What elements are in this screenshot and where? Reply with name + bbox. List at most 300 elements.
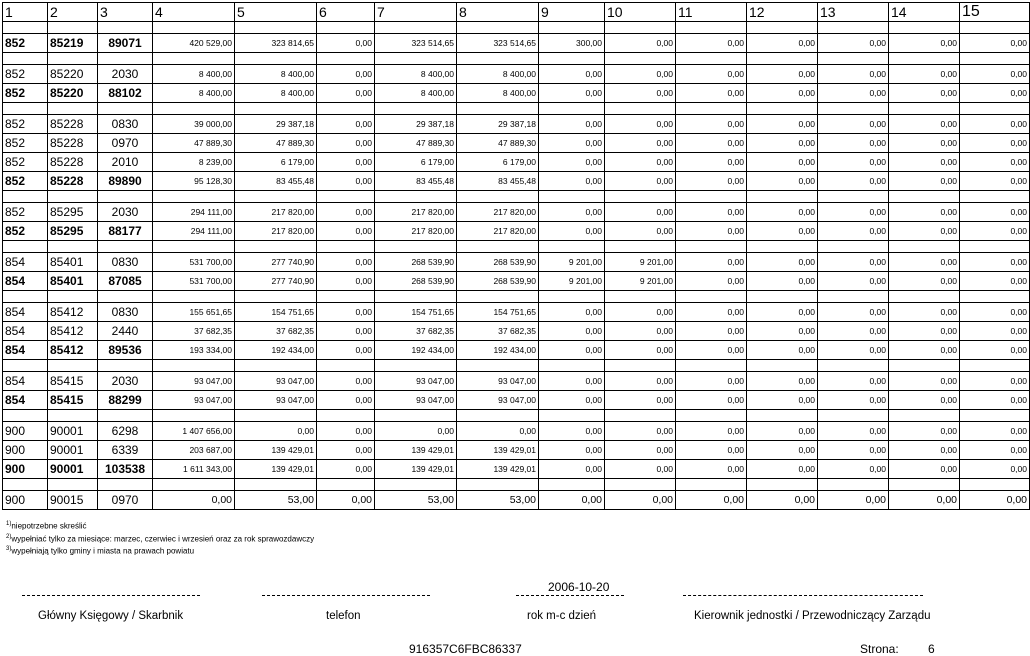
amount-cell: 139 429,01 <box>375 441 457 460</box>
amount-cell: 217 820,00 <box>235 222 317 241</box>
amount-cell: 0,00 <box>676 34 747 53</box>
amount-cell: 217 820,00 <box>235 203 317 222</box>
paragraph-code: 89536 <box>98 341 153 360</box>
table-row <box>3 391 1030 410</box>
spacer-cell <box>889 241 960 253</box>
spacer-cell <box>457 241 539 253</box>
signature-line-head <box>683 595 923 597</box>
amount-cell: 0,00 <box>539 65 605 84</box>
amount-cell: 0,00 <box>960 491 1030 510</box>
spacer-cell <box>375 291 457 303</box>
amount-cell: 0,00 <box>539 391 605 410</box>
amount-cell: 0,00 <box>960 303 1030 322</box>
amount-cell: 83 455,48 <box>457 172 539 191</box>
amount-cell: 0,00 <box>605 322 676 341</box>
section-code: 854 <box>3 372 48 391</box>
amount-cell: 83 455,48 <box>235 172 317 191</box>
amount-cell: 0,00 <box>605 115 676 134</box>
amount-cell: 0,00 <box>317 34 375 53</box>
column-number: 14 <box>889 3 960 22</box>
amount-cell: 6 179,00 <box>235 153 317 172</box>
spacer-cell <box>153 103 235 115</box>
spacer-cell <box>457 191 539 203</box>
spacer-cell <box>605 191 676 203</box>
spacer-cell <box>960 191 1030 203</box>
amount-cell: 0,00 <box>889 84 960 103</box>
spacer-cell <box>889 191 960 203</box>
spacer-cell <box>375 241 457 253</box>
spacer-cell <box>605 53 676 65</box>
column-number: 10 <box>605 3 676 22</box>
amount-cell: 0,00 <box>960 172 1030 191</box>
chapter-code: 85415 <box>48 372 98 391</box>
amount-cell: 0,00 <box>889 65 960 84</box>
amount-cell: 0,00 <box>457 422 539 441</box>
amount-cell: 0,00 <box>747 491 818 510</box>
amount-cell: 0,00 <box>676 491 747 510</box>
amount-cell: 37 682,35 <box>235 322 317 341</box>
spacer-cell <box>747 360 818 372</box>
spacer-cell <box>317 241 375 253</box>
amount-cell: 47 889,30 <box>375 134 457 153</box>
amount-cell: 0,00 <box>818 222 889 241</box>
amount-cell: 154 751,65 <box>457 303 539 322</box>
amount-cell: 0,00 <box>889 153 960 172</box>
section-code: 900 <box>3 441 48 460</box>
spacer-cell <box>153 191 235 203</box>
amount-cell: 1 407 656,00 <box>153 422 235 441</box>
paragraph-code: 103538 <box>98 460 153 479</box>
amount-cell: 0,00 <box>539 172 605 191</box>
amount-cell: 0,00 <box>317 172 375 191</box>
spacer-cell <box>317 360 375 372</box>
amount-cell: 0,00 <box>605 34 676 53</box>
amount-cell: 323 814,65 <box>235 34 317 53</box>
amount-cell: 0,00 <box>676 115 747 134</box>
group-spacer <box>3 410 1030 422</box>
amount-cell: 294 111,00 <box>153 222 235 241</box>
amount-cell: 93 047,00 <box>375 391 457 410</box>
amount-cell: 323 514,65 <box>457 34 539 53</box>
amount-cell: 93 047,00 <box>375 372 457 391</box>
amount-cell: 531 700,00 <box>153 272 235 291</box>
amount-cell: 0,00 <box>818 372 889 391</box>
amount-cell: 0,00 <box>960 222 1030 241</box>
amount-cell: 0,00 <box>317 322 375 341</box>
amount-cell: 0,00 <box>889 303 960 322</box>
chapter-code: 85401 <box>48 253 98 272</box>
spacer-cell <box>960 291 1030 303</box>
group-spacer <box>3 103 1030 115</box>
amount-cell: 0,00 <box>818 153 889 172</box>
paragraph-code: 0970 <box>98 134 153 153</box>
amount-cell: 0,00 <box>539 203 605 222</box>
amount-cell: 0,00 <box>605 460 676 479</box>
amount-cell: 0,00 <box>539 322 605 341</box>
page-label: Strona: <box>860 642 899 656</box>
spacer-cell <box>235 479 317 491</box>
spacer-cell <box>48 360 98 372</box>
group-spacer <box>3 479 1030 491</box>
spacer-cell <box>153 360 235 372</box>
section-code: 854 <box>3 303 48 322</box>
table-row <box>3 253 1030 272</box>
spacer-cell <box>960 410 1030 422</box>
amount-cell: 0,00 <box>676 84 747 103</box>
amount-cell: 8 400,00 <box>235 84 317 103</box>
amount-cell: 0,00 <box>747 172 818 191</box>
amount-cell: 0,00 <box>317 491 375 510</box>
spacer-cell <box>747 53 818 65</box>
amount-cell: 0,00 <box>747 34 818 53</box>
spacer-cell <box>375 360 457 372</box>
spacer-cell <box>317 291 375 303</box>
spacer-cell <box>818 53 889 65</box>
spacer-cell <box>98 22 153 34</box>
paragraph-code: 0830 <box>98 115 153 134</box>
amount-cell: 93 047,00 <box>153 391 235 410</box>
report-table <box>2 2 1030 510</box>
spacer-cell <box>48 22 98 34</box>
amount-cell: 0,00 <box>605 491 676 510</box>
amount-cell: 0,00 <box>818 84 889 103</box>
column-number: 12 <box>747 3 818 22</box>
spacer-cell <box>457 53 539 65</box>
signature-line-accountant <box>22 595 200 597</box>
paragraph-code: 87085 <box>98 272 153 291</box>
amount-cell: 277 740,90 <box>235 272 317 291</box>
chapter-code: 85412 <box>48 341 98 360</box>
column-number: 6 <box>317 3 375 22</box>
spacer-cell <box>889 103 960 115</box>
amount-cell: 0,00 <box>960 203 1030 222</box>
footnote <box>6 519 314 532</box>
table-header-row <box>3 3 1030 22</box>
column-number: 7 <box>375 3 457 22</box>
amount-cell: 0,00 <box>747 460 818 479</box>
amount-cell: 0,00 <box>960 441 1030 460</box>
page-number: 6 <box>928 642 935 656</box>
column-number: 8 <box>457 3 539 22</box>
amount-cell: 39 000,00 <box>153 115 235 134</box>
amount-cell: 0,00 <box>747 322 818 341</box>
amount-cell: 277 740,90 <box>235 253 317 272</box>
amount-cell: 47 889,30 <box>235 134 317 153</box>
amount-cell: 53,00 <box>457 491 539 510</box>
amount-cell: 0,00 <box>960 34 1030 53</box>
amount-cell: 0,00 <box>317 391 375 410</box>
spacer-cell <box>747 291 818 303</box>
amount-cell: 0,00 <box>818 322 889 341</box>
amount-cell: 0,00 <box>747 253 818 272</box>
paragraph-code: 0830 <box>98 253 153 272</box>
footnote-text: niepotrzebne skreślić <box>11 521 87 531</box>
table-row <box>3 115 1030 134</box>
table-row <box>3 222 1030 241</box>
amount-cell: 0,00 <box>317 153 375 172</box>
spacer-cell <box>98 191 153 203</box>
amount-cell: 0,00 <box>317 303 375 322</box>
amount-cell: 0,00 <box>889 222 960 241</box>
spacer-cell <box>539 53 605 65</box>
paragraph-code: 2440 <box>98 322 153 341</box>
spacer-cell <box>457 360 539 372</box>
chapter-code: 85295 <box>48 203 98 222</box>
spacer-cell <box>605 410 676 422</box>
spacer-cell <box>153 479 235 491</box>
amount-cell: 0,00 <box>539 422 605 441</box>
spacer-cell <box>153 22 235 34</box>
amount-cell: 0,00 <box>317 203 375 222</box>
spacer-cell <box>960 241 1030 253</box>
section-code: 852 <box>3 222 48 241</box>
amount-cell: 0,00 <box>889 134 960 153</box>
chapter-code: 85219 <box>48 34 98 53</box>
amount-cell: 0,00 <box>747 303 818 322</box>
spacer-cell <box>818 241 889 253</box>
amount-cell: 93 047,00 <box>235 372 317 391</box>
spacer-cell <box>818 410 889 422</box>
signature-line-date <box>516 595 624 597</box>
report-date: 2006-10-20 <box>548 580 610 594</box>
paragraph-code: 0830 <box>98 303 153 322</box>
table-row <box>3 172 1030 191</box>
amount-cell: 0,00 <box>818 172 889 191</box>
spacer-cell <box>539 22 605 34</box>
amount-cell: 0,00 <box>676 303 747 322</box>
spacer-cell <box>747 22 818 34</box>
paragraph-code: 88102 <box>98 84 153 103</box>
paragraph-code: 2030 <box>98 65 153 84</box>
amount-cell: 0,00 <box>747 134 818 153</box>
amount-cell: 0,00 <box>960 153 1030 172</box>
spacer-cell <box>98 410 153 422</box>
amount-cell: 9 201,00 <box>605 272 676 291</box>
amount-cell: 154 751,65 <box>235 303 317 322</box>
spacer-cell <box>539 360 605 372</box>
amount-cell: 420 529,00 <box>153 34 235 53</box>
spacer-cell <box>889 410 960 422</box>
paragraph-code: 89890 <box>98 172 153 191</box>
chapter-code: 85228 <box>48 115 98 134</box>
paragraph-code: 89071 <box>98 34 153 53</box>
amount-cell: 0,00 <box>889 391 960 410</box>
amount-cell: 9 201,00 <box>539 272 605 291</box>
chapter-code: 90001 <box>48 460 98 479</box>
spacer-cell <box>747 479 818 491</box>
amount-cell: 0,00 <box>960 134 1030 153</box>
section-code: 854 <box>3 341 48 360</box>
column-number: 3 <box>98 3 153 22</box>
amount-cell: 0,00 <box>317 65 375 84</box>
spacer-cell <box>605 360 676 372</box>
amount-cell: 0,00 <box>960 372 1030 391</box>
amount-cell: 8 400,00 <box>457 65 539 84</box>
spacer-cell <box>48 479 98 491</box>
section-code: 854 <box>3 253 48 272</box>
amount-cell: 294 111,00 <box>153 203 235 222</box>
spacer-cell <box>539 191 605 203</box>
spacer-cell <box>457 410 539 422</box>
amount-cell: 53,00 <box>235 491 317 510</box>
amount-cell: 0,00 <box>605 372 676 391</box>
spacer-cell <box>98 479 153 491</box>
spacer-cell <box>3 410 48 422</box>
amount-cell: 0,00 <box>747 222 818 241</box>
amount-cell: 8 400,00 <box>235 65 317 84</box>
spacer-cell <box>3 291 48 303</box>
amount-cell: 0,00 <box>317 422 375 441</box>
amount-cell: 0,00 <box>960 460 1030 479</box>
amount-cell: 93 047,00 <box>457 372 539 391</box>
spacer-cell <box>539 291 605 303</box>
section-code: 852 <box>3 65 48 84</box>
amount-cell: 9 201,00 <box>605 253 676 272</box>
amount-cell: 0,00 <box>889 253 960 272</box>
spacer-cell <box>48 241 98 253</box>
table-row <box>3 134 1030 153</box>
section-code: 900 <box>3 460 48 479</box>
amount-cell: 8 239,00 <box>153 153 235 172</box>
amount-cell: 300,00 <box>539 34 605 53</box>
spacer-cell <box>48 53 98 65</box>
spacer-cell <box>747 103 818 115</box>
phone-label: telefon <box>326 610 361 622</box>
amount-cell: 0,00 <box>676 341 747 360</box>
amount-cell: 0,00 <box>676 322 747 341</box>
amount-cell: 0,00 <box>818 303 889 322</box>
spacer-cell <box>457 479 539 491</box>
amount-cell: 0,00 <box>960 253 1030 272</box>
spacer-cell <box>98 103 153 115</box>
group-spacer <box>3 241 1030 253</box>
amount-cell: 0,00 <box>889 372 960 391</box>
spacer-cell <box>960 103 1030 115</box>
footnote-mark: 2) <box>6 533 12 540</box>
column-number: 5 <box>235 3 317 22</box>
spacer-cell <box>153 241 235 253</box>
amount-cell: 0,00 <box>818 491 889 510</box>
amount-cell: 9 201,00 <box>539 253 605 272</box>
spacer-cell <box>676 410 747 422</box>
section-code: 852 <box>3 203 48 222</box>
table-row <box>3 203 1030 222</box>
amount-cell: 0,00 <box>539 303 605 322</box>
spacer-cell <box>235 360 317 372</box>
spacer-cell <box>676 53 747 65</box>
date-label: rok m-c dzień <box>527 610 597 622</box>
spacer-cell <box>889 291 960 303</box>
chapter-code: 85220 <box>48 84 98 103</box>
spacer-cell <box>375 22 457 34</box>
spacer-cell <box>676 360 747 372</box>
column-number: 2 <box>48 3 98 22</box>
amount-cell: 53,00 <box>375 491 457 510</box>
spacer-cell <box>375 53 457 65</box>
section-code: 852 <box>3 34 48 53</box>
table-row <box>3 34 1030 53</box>
amount-cell: 268 539,90 <box>457 272 539 291</box>
section-code: 852 <box>3 115 48 134</box>
amount-cell: 37 682,35 <box>375 322 457 341</box>
amount-cell: 139 429,01 <box>235 460 317 479</box>
spacer-cell <box>605 241 676 253</box>
chapter-code: 85415 <box>48 391 98 410</box>
spacer-cell <box>48 291 98 303</box>
spacer-cell <box>375 191 457 203</box>
column-number: 1 <box>3 3 48 22</box>
amount-cell: 154 751,65 <box>375 303 457 322</box>
amount-cell: 0,00 <box>818 441 889 460</box>
amount-cell: 0,00 <box>889 322 960 341</box>
spacer-cell <box>676 291 747 303</box>
spacer-cell <box>317 103 375 115</box>
table-row <box>3 460 1030 479</box>
amount-cell: 192 434,00 <box>457 341 539 360</box>
amount-cell: 0,00 <box>960 272 1030 291</box>
amount-cell: 0,00 <box>317 84 375 103</box>
spacer-cell <box>605 479 676 491</box>
amount-cell: 203 687,00 <box>153 441 235 460</box>
signature-line-phone <box>262 595 430 597</box>
spacer-cell <box>98 291 153 303</box>
paragraph-code: 88177 <box>98 222 153 241</box>
footnote-mark: 3) <box>6 546 12 553</box>
paragraph-code: 2030 <box>98 203 153 222</box>
table-row <box>3 303 1030 322</box>
chapter-code: 85228 <box>48 153 98 172</box>
amount-cell: 0,00 <box>605 134 676 153</box>
amount-cell: 0,00 <box>605 222 676 241</box>
group-spacer <box>3 53 1030 65</box>
column-number: 13 <box>818 3 889 22</box>
spacer-cell <box>889 360 960 372</box>
spacer-cell <box>539 479 605 491</box>
amount-cell: 268 539,90 <box>457 253 539 272</box>
amount-cell: 0,00 <box>153 491 235 510</box>
table-row <box>3 372 1030 391</box>
table-row <box>3 441 1030 460</box>
chapter-code: 85412 <box>48 303 98 322</box>
amount-cell: 37 682,35 <box>153 322 235 341</box>
amount-cell: 193 334,00 <box>153 341 235 360</box>
spacer-cell <box>818 479 889 491</box>
amount-cell: 268 539,90 <box>375 272 457 291</box>
column-number: 11 <box>676 3 747 22</box>
amount-cell: 0,00 <box>317 372 375 391</box>
amount-cell: 268 539,90 <box>375 253 457 272</box>
spacer-cell <box>3 22 48 34</box>
amount-cell: 0,00 <box>539 491 605 510</box>
chapter-code: 90015 <box>48 491 98 510</box>
amount-cell: 0,00 <box>676 391 747 410</box>
amount-cell: 0,00 <box>960 84 1030 103</box>
amount-cell: 0,00 <box>676 172 747 191</box>
chapter-code: 85220 <box>48 65 98 84</box>
spacer-cell <box>676 22 747 34</box>
amount-cell: 139 429,01 <box>457 460 539 479</box>
table-row <box>3 153 1030 172</box>
spacer-cell <box>605 291 676 303</box>
amount-cell: 0,00 <box>317 222 375 241</box>
footnote-mark: 1) <box>6 521 12 527</box>
amount-cell: 0,00 <box>747 272 818 291</box>
paragraph-code: 0970 <box>98 491 153 510</box>
spacer-cell <box>539 410 605 422</box>
spacer-cell <box>235 103 317 115</box>
paragraph-code: 6298 <box>98 422 153 441</box>
amount-cell: 0,00 <box>676 422 747 441</box>
